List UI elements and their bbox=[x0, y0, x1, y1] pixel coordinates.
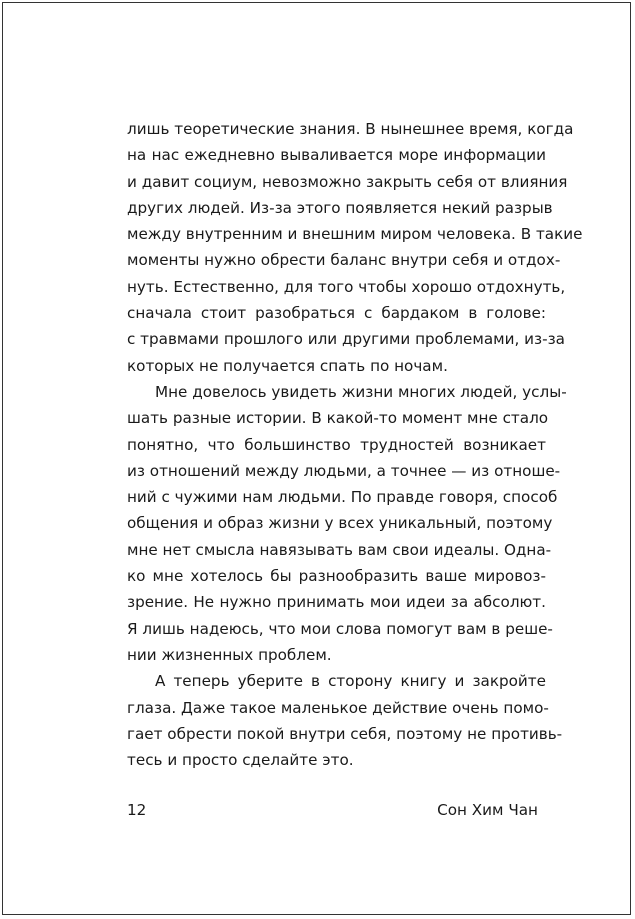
text-line: тесь и просто сделайте это. bbox=[127, 751, 354, 770]
text-line: понятно, что большинство трудностей возникает bbox=[127, 435, 546, 454]
text-line: сначала стоит разобраться с бардаком в голове: bbox=[127, 304, 546, 323]
text-line: с травмами прошлого или другими проблемами, из-за bbox=[127, 330, 565, 349]
text-line: А теперь уберите в сторону книгу и закройте bbox=[155, 672, 546, 691]
book-page bbox=[2, 2, 631, 915]
text-line: ко мне хотелось бы разнообразить ваше мировоз- bbox=[127, 567, 546, 586]
text-line: нуть. Естественно, для того чтобы хорошо отдохнуть, bbox=[127, 277, 566, 296]
body-text bbox=[127, 116, 583, 773]
running-footer-author: Сон Хим Чан bbox=[437, 801, 538, 819]
text-line: на нас ежедневно вываливается море информации bbox=[127, 146, 546, 165]
text-line: моменты нужно обрести баланс внутри себя и отдох- bbox=[127, 251, 561, 270]
text-line: из отношений между людьми, а точнее — из отноше- bbox=[127, 461, 561, 480]
text-line: глаза. Даже такое маленькое действие очень помо- bbox=[127, 698, 549, 717]
page-number: 12 bbox=[127, 801, 147, 819]
text-line: Мне довелось увидеть жизни многих людей, услы- bbox=[155, 382, 567, 401]
text-line: мне нет смысла навязывать вам свои идеалы. Одна- bbox=[127, 540, 552, 559]
text-line: и давит социум, невозможно закрыть себя от влияния bbox=[127, 172, 568, 191]
text-line: шать разные истории. В какой-то момент мне стало bbox=[127, 409, 549, 428]
text-line: других людей. Из-за этого появляется некий разрыв bbox=[127, 198, 553, 217]
text-line: гает обрести покой внутри себя, поэтому не противь- bbox=[127, 724, 563, 743]
text-line: которых не получается спать по ночам. bbox=[127, 356, 448, 375]
text-line: общения и образ жизни у всех уникальный, поэтому bbox=[127, 514, 553, 533]
text-line: между внутренним и внешним миром человека. В такие bbox=[127, 225, 583, 244]
text-line: нии жизненных проблем. bbox=[127, 645, 332, 664]
text-line: ний с чужими нам людьми. По правде говоря, способ bbox=[127, 488, 558, 507]
text-line: лишь теоретические знания. В нынешнее время, когда bbox=[127, 120, 574, 138]
text-line: Я лишь надеюсь, что мои слова помогут вам в реше- bbox=[127, 619, 553, 638]
text-line: зрение. Не нужно принимать мои идеи за абсолют. bbox=[127, 593, 546, 612]
